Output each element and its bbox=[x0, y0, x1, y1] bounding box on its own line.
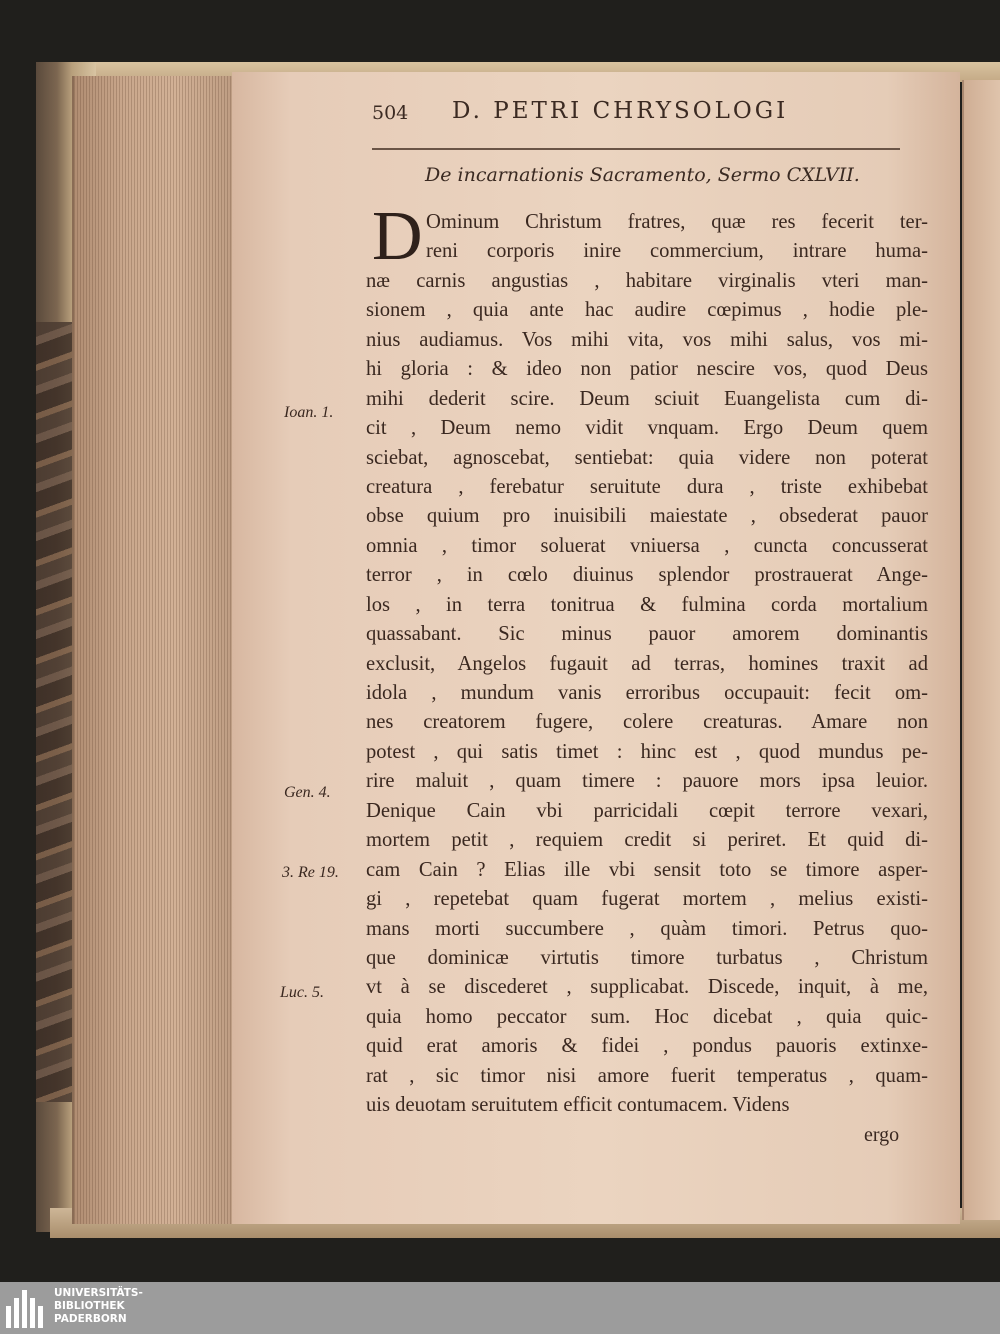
page-header bbox=[372, 96, 872, 132]
text-line: sionem , quia ante hac audire cœpimus , hodie ple- bbox=[366, 299, 928, 322]
text-line: vt à se discederet , supplicabat. Discede, inquit, à me, bbox=[366, 976, 928, 999]
text-line: cit , Deum nemo vidit vnquam. Ergo Deum quem bbox=[366, 417, 928, 440]
marginal-note: Luc. 5. bbox=[280, 984, 324, 1001]
library-logo-icon bbox=[6, 1290, 46, 1328]
text-line: rire maluit , quam timere : pauore mors ipsa leuior. bbox=[366, 770, 928, 793]
text-line: uis deuotam seruitutem efficit contumacem. Videns bbox=[366, 1094, 790, 1117]
sermon-title: De incarnationis Sacramento, Sermo CXLVII. bbox=[425, 164, 860, 186]
header-rule bbox=[372, 148, 900, 150]
text-line: obse quium pro inuisibili maiestate , obsederat pauor bbox=[366, 505, 928, 528]
library-name: UNIVERSITÄTS- BIBLIOTHEK PADERBORN bbox=[54, 1287, 143, 1325]
text-line: quassabant. Sic minus pauor amorem dominantis bbox=[366, 623, 928, 646]
page-number: 504 bbox=[372, 102, 409, 124]
facing-page-edge bbox=[962, 80, 1000, 1220]
text-line: que dominicæ virtutis timore turbatus , Christum bbox=[366, 946, 928, 969]
drop-cap: D bbox=[372, 198, 423, 275]
body-text bbox=[366, 198, 928, 1121]
text-line: nius audiamus. Vos mihi vita, vos mihi salus, vos mi- bbox=[366, 328, 928, 351]
text-line: gi , repetebat quam fugerat mortem , melius existi- bbox=[366, 888, 928, 911]
text-line: reni corporis inire commercium, intrare huma- bbox=[426, 240, 928, 263]
text-line: hi gloria : & ideo non patior nescire vos, quod Deus bbox=[366, 358, 928, 381]
marginal-note: 3. Re 19. bbox=[282, 864, 339, 881]
text-line: rat , sic timor nisi amore fuerit temperatus , quam- bbox=[366, 1064, 928, 1087]
text-line: mortem petit , requiem credit si periret. Et quid di- bbox=[366, 829, 928, 852]
text-line: sciebat, agnoscebat, sentiebat: quia videre non poterat bbox=[366, 446, 928, 469]
catchword: ergo bbox=[864, 1124, 900, 1146]
text-line: exclusit, Angelos fugauit ad terras, homines traxit ad bbox=[366, 652, 928, 675]
library-footer-bar bbox=[0, 1282, 1000, 1334]
text-line: creatura , ferebatur seruitute dura , triste exhibebat bbox=[366, 475, 928, 498]
marginal-note: Gen. 4. bbox=[284, 784, 331, 801]
marbled-paper bbox=[36, 322, 76, 1102]
text-line: Denique Cain vbi parricidali cœpit terrore vexari, bbox=[366, 799, 928, 822]
marginal-note: Ioan. 1. bbox=[284, 404, 334, 421]
text-line: potest , qui satis timet : hinc est , quod mundus pe- bbox=[366, 740, 928, 763]
text-line: los , in terra tonitrua & fulmina corda mortalium bbox=[366, 593, 928, 616]
text-line: Ominum Christum fratres, quæ res fecerit ter- bbox=[426, 211, 928, 233]
running-head: D. PETRI CHRYSOLOGI bbox=[452, 98, 789, 124]
text-line: nes creatorem fugere, colere creaturas. Amare non bbox=[366, 711, 928, 734]
text-line: quid erat amoris & fidei , pondus pauoris extinxe- bbox=[366, 1035, 928, 1058]
text-line: næ carnis angustias , habitare virginalis vteri man- bbox=[366, 269, 928, 292]
text-line: cam Cain ? Elias ille vbi sensit toto se timore asper- bbox=[366, 858, 928, 881]
text-line: terror , in cœlo diuinus splendor prostrauerat Ange- bbox=[366, 564, 928, 587]
text-line: mans morti succumbere , quàm timori. Petrus quo- bbox=[366, 917, 928, 940]
text-line: omnia , timor soluerat vniuersa , cuncta concusserat bbox=[366, 534, 928, 557]
text-line: idola , mundum vanis erroribus occupauit: fecit om- bbox=[366, 682, 928, 704]
text-line: quia homo peccator sum. Hoc dicebat , quia quic- bbox=[366, 1005, 928, 1028]
text-line: mihi dederit scire. Deum sciuit Euangelista cum di- bbox=[366, 387, 928, 410]
page-stack-edge bbox=[72, 76, 242, 1224]
